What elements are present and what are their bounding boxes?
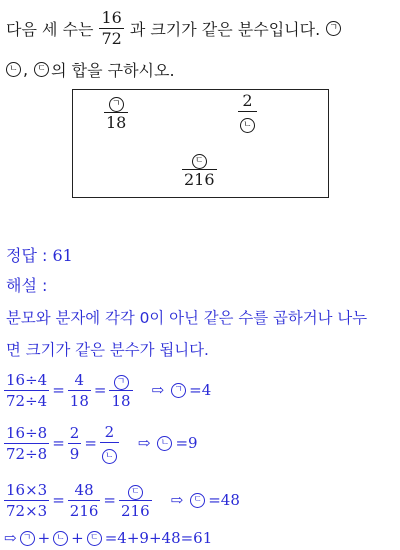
circle-digeut: ㄷ — [128, 485, 143, 500]
step-row — [4, 471, 240, 529]
step-result: =4 — [189, 381, 212, 399]
step-numerator: 16÷8 — [6, 423, 48, 442]
final-result: =4+9+48=61 — [104, 529, 213, 547]
plus-sign: + — [71, 529, 84, 547]
step-numerator: 16×3 — [6, 480, 48, 499]
equals-sign: = — [103, 491, 116, 509]
step-denominator: 18 — [111, 392, 131, 410]
step-numerator: 2 — [104, 423, 115, 441]
arrow-icon: ⇨ — [4, 529, 17, 547]
question-line-2 — [6, 58, 175, 81]
step-numerator: 4 — [74, 370, 85, 389]
question-text-2: 의 합을 구하시오. — [51, 61, 175, 80]
step-row — [4, 365, 240, 415]
step-denominator: 9 — [69, 444, 80, 463]
arrow-icon: ⇨ — [137, 434, 151, 452]
step-denominator: 216 — [69, 501, 99, 520]
box-fraction-2 — [238, 91, 257, 133]
arrow-icon: ⇨ — [151, 381, 165, 399]
question-line-1 — [6, 8, 341, 49]
circle-digeut: ㄷ — [87, 531, 102, 546]
box-fraction-1 — [104, 91, 128, 133]
equals-sign: = — [84, 434, 97, 452]
arrow-icon: ⇨ — [170, 491, 184, 509]
explanation-label: 해설 : — [6, 276, 48, 295]
step-row — [4, 415, 240, 471]
explanation-line-1: 분모와 분자에 각각 0이 아닌 같은 수를 곱하거나 나누 — [6, 309, 368, 327]
step-denominator: 72×3 — [6, 501, 48, 520]
step-denominator: 72÷8 — [6, 444, 48, 463]
answer-label: 정답 : — [6, 246, 48, 265]
equals-sign: = — [52, 381, 65, 399]
explanation-line-2: 면 크기가 같은 분수가 됩니다. — [6, 341, 209, 359]
question-text-1b: 과 크기가 같은 분수입니다. — [129, 20, 321, 39]
final-sum — [4, 529, 212, 547]
given-numerator: 16 — [101, 8, 122, 27]
given-denominator: 72 — [101, 29, 122, 48]
box-f2-num: 2 — [242, 91, 253, 110]
step-result: =9 — [175, 434, 198, 452]
answer-value: 61 — [52, 246, 73, 265]
step-numerator: 48 — [74, 480, 94, 499]
circle-digeut: ㄷ — [190, 493, 205, 508]
question-text-1: 다음 세 수는 — [6, 20, 94, 39]
circle-giyeok: ㄱ — [20, 531, 35, 546]
step-denominator: 216 — [121, 502, 150, 520]
circle-giyeok: ㄱ — [114, 375, 129, 390]
box-f3-num: ㄷ — [192, 154, 207, 169]
step-numerator: 16÷4 — [6, 370, 48, 389]
box-f1-den: 18 — [106, 113, 127, 132]
equals-sign: = — [93, 381, 107, 399]
step-denominator: 72÷4 — [6, 391, 48, 410]
circle-nieun: ㄴ — [53, 531, 68, 546]
box-f2-den: ㄴ — [240, 118, 255, 133]
step-result: =48 — [208, 491, 240, 509]
circle-digeut: ㄷ — [34, 62, 49, 77]
box-f3-den: 216 — [184, 170, 215, 189]
answer — [6, 243, 73, 266]
circle-giyeok: ㄱ — [326, 21, 341, 36]
step-numerator: 2 — [69, 423, 80, 442]
steps — [4, 365, 240, 529]
box-fraction-3 — [182, 148, 217, 190]
equals-sign: = — [52, 491, 65, 509]
circle-nieun: ㄴ — [6, 62, 21, 77]
circle-nieun: ㄴ — [102, 449, 117, 464]
box-f1-num: ㄱ — [109, 97, 124, 112]
given-fraction — [99, 8, 123, 49]
separator: , — [23, 60, 29, 79]
equals-sign: = — [52, 434, 65, 452]
circle-nieun: ㄴ — [157, 436, 172, 451]
circle-giyeok: ㄱ — [171, 383, 186, 398]
step-denominator: 18 — [69, 391, 89, 410]
plus-sign: + — [37, 529, 51, 547]
